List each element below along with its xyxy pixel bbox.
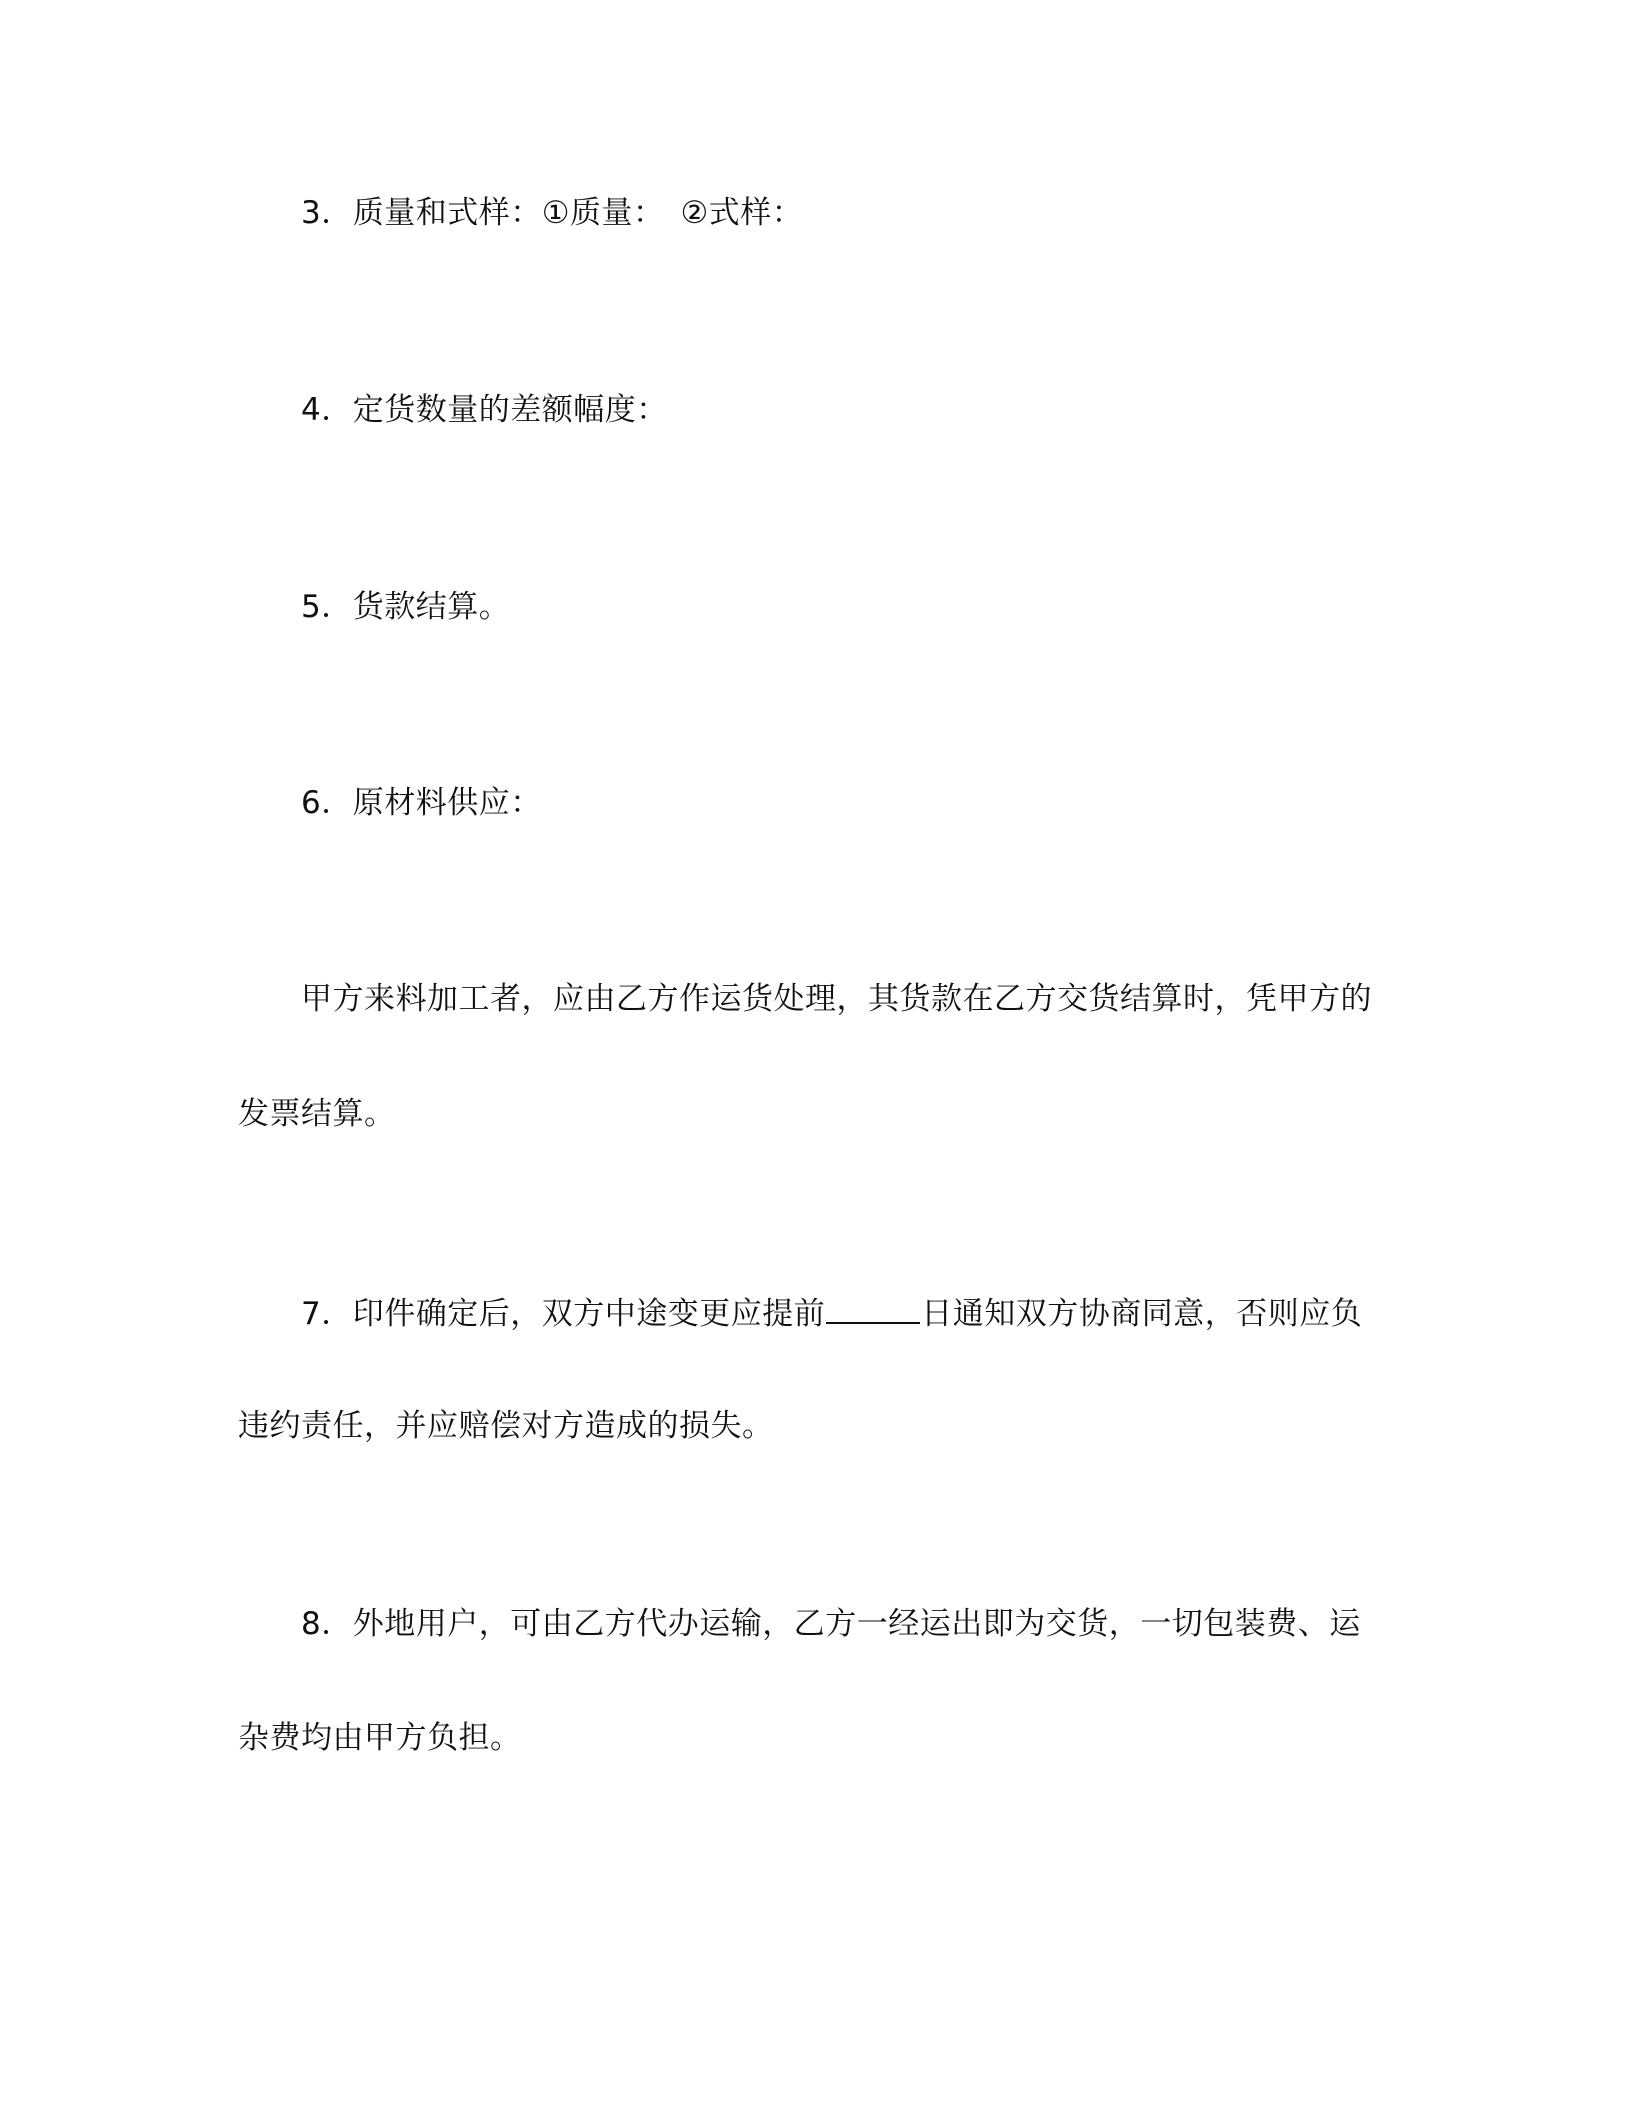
clause-8-line-2: 杂费均由甲方负担。 [238,1720,522,1756]
clause-7-line-1 [301,1292,1451,1334]
clause-5-payment-settlement: 5．货款结算。 [301,589,511,625]
clause-7-text-before-blank: 7．印件确定后，双方中途变更应提前 [301,1296,826,1332]
clause-6-raw-material-supply: 6．原材料供应： [301,785,542,821]
clause-3-quality-and-style: 3．质量和式样：①质量： ②式样： [301,195,804,231]
clause-7-text-after-blank: 日通知双方协商同意，否则应负 [921,1296,1363,1332]
clause-4-quantity-tolerance: 4．定货数量的差额幅度： [301,392,668,428]
clause-6-paragraph-line-2: 发票结算。 [238,1096,396,1132]
fill-in-days-blank[interactable] [826,1292,920,1324]
clause-6-paragraph-line-1: 甲方来料加工者，应由乙方作运货处理，其货款在乙方交货结算时，凭甲方的 [301,981,1372,1017]
clause-8-line-1: 8．外地用户，可由乙方代办运输，乙方一经运出即为交货，一切包装费、运 [301,1606,1361,1642]
clause-7-line-2: 违约责任，并应赔偿对方造成的损失。 [238,1408,774,1444]
